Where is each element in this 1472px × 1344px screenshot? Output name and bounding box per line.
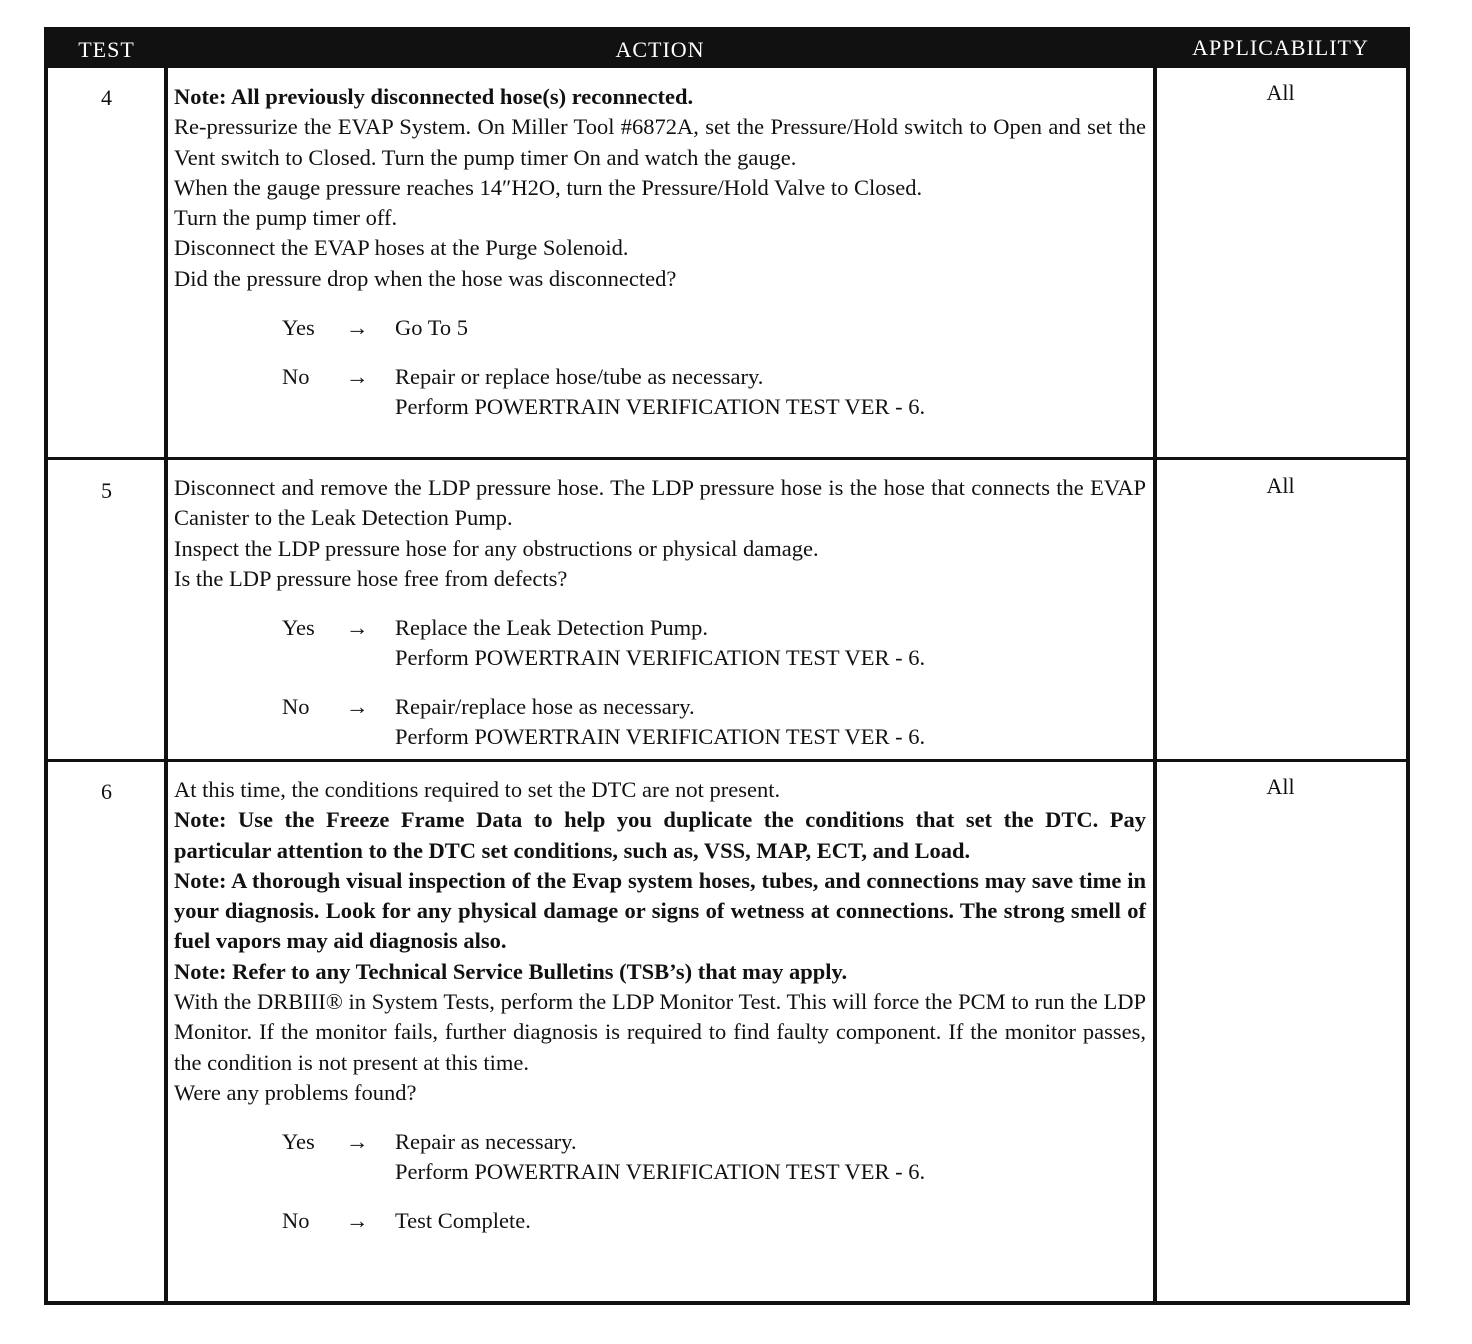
action-cell — [174, 473, 1146, 752]
no-result: Repair/replace hose as necessary. — [395, 694, 695, 720]
action-paragraph: When the gauge pressure reaches 14″H2O, turn the Pressure/Hold Valve to Closed. — [174, 174, 923, 200]
no-label: No — [282, 1208, 310, 1234]
yes-result: Replace the Leak Detection Pump. — [395, 615, 709, 641]
action-paragraph: With the DRBIII® in System Tests, perform the LDP Monitor Test. This will force the PCM to run the LDP Monitor. If the monitor fails, further diagnosis is required to find faulty component. If the monitor passes, the condition is not present at this time. — [174, 989, 1146, 1075]
action-paragraph: Turn the pump timer off. — [174, 205, 398, 231]
test-number: 5 — [101, 478, 112, 503]
no-result: Test Complete. — [395, 1208, 531, 1234]
yes-response — [174, 1127, 1146, 1187]
right-arrow-icon: → — [346, 364, 369, 390]
yes-label: Yes — [282, 615, 315, 641]
action-paragraph: Disconnect and remove the LDP pressure hose. The LDP pressure hose is the hose that connects the EVAP Canister to the Leak Detection Pump. — [174, 475, 1146, 531]
right-arrow-icon: → — [346, 1129, 369, 1155]
note-text: Note: Use the Freeze Frame Data to help you duplicate the conditions that set the DTC. Pay particular attention to the DTC set conditions, such as, VSS, MAP, ECT, and Load. — [174, 807, 1146, 863]
header-test: TEST — [78, 37, 135, 62]
action-cell — [174, 82, 1146, 422]
header-applicability: APPLICABILITY — [1192, 35, 1369, 60]
applicability-value: All — [1266, 774, 1295, 799]
test-number: 6 — [101, 779, 112, 804]
column-divider — [1153, 68, 1157, 1305]
right-arrow-icon: → — [346, 694, 369, 720]
note-text: Note: Refer to any Technical Service Bulletins (TSB’s) that may apply. — [174, 958, 848, 984]
column-divider — [164, 68, 168, 1305]
yes-label: Yes — [282, 315, 315, 341]
row-divider — [48, 457, 1406, 460]
action-paragraph: Inspect the LDP pressure hose for any obstructions or physical damage. — [174, 535, 819, 561]
no-result-followup: Perform POWERTRAIN VERIFICATION TEST VER - 6. — [395, 724, 926, 750]
question-text: Did the pressure drop when the hose was disconnected? — [174, 265, 677, 291]
question-text: Is the LDP pressure hose free from defects? — [174, 565, 568, 591]
action-paragraph: Re-pressurize the EVAP System. On Miller Tool #6872A, set the Pressure/Hold switch to Open and set the Vent switch to Closed. Turn the pump timer On and watch the gauge. — [174, 114, 1146, 170]
applicability-value: All — [1266, 473, 1295, 498]
action-cell — [174, 775, 1146, 1236]
no-label: No — [282, 694, 310, 720]
yes-result-followup: Perform POWERTRAIN VERIFICATION TEST VER - 6. — [395, 645, 926, 671]
yes-result-followup: Perform POWERTRAIN VERIFICATION TEST VER - 6. — [395, 1159, 926, 1185]
note-text: Note: All previously disconnected hose(s) reconnected. — [174, 84, 694, 109]
yes-response — [174, 613, 1146, 673]
yes-response — [174, 313, 1146, 343]
row-divider — [48, 759, 1406, 762]
applicability-value: All — [1266, 80, 1295, 105]
table-header — [48, 31, 1406, 68]
question-text: Were any problems found? — [174, 1079, 417, 1105]
no-result-followup: Perform POWERTRAIN VERIFICATION TEST VER - 6. — [395, 394, 926, 420]
test-number: 4 — [101, 85, 112, 110]
action-paragraph: At this time, the conditions required to set the DTC are not present. — [174, 777, 781, 802]
action-paragraph: Disconnect the EVAP hoses at the Purge Solenoid. — [174, 235, 629, 261]
no-response — [174, 1206, 1146, 1236]
yes-label: Yes — [282, 1129, 315, 1155]
no-result: Repair or replace hose/tube as necessary. — [395, 364, 764, 390]
right-arrow-icon: → — [346, 315, 369, 341]
right-arrow-icon: → — [346, 615, 369, 641]
note-text: Note: A thorough visual inspection of the Evap system hoses, tubes, and connections may save time in your diagnosis. Look for any physical damage or signs of wetness at connections. The strong smell of fuel vapors may aid diagnosis also. — [174, 867, 1146, 954]
no-response — [174, 692, 1146, 752]
header-action: ACTION — [615, 37, 705, 62]
no-label: No — [282, 364, 310, 390]
no-response — [174, 362, 1146, 422]
yes-result: Repair as necessary. — [395, 1129, 577, 1155]
test-procedure-table — [44, 27, 1410, 1305]
right-arrow-icon: → — [346, 1208, 369, 1234]
yes-result: Go To 5 — [395, 315, 469, 341]
